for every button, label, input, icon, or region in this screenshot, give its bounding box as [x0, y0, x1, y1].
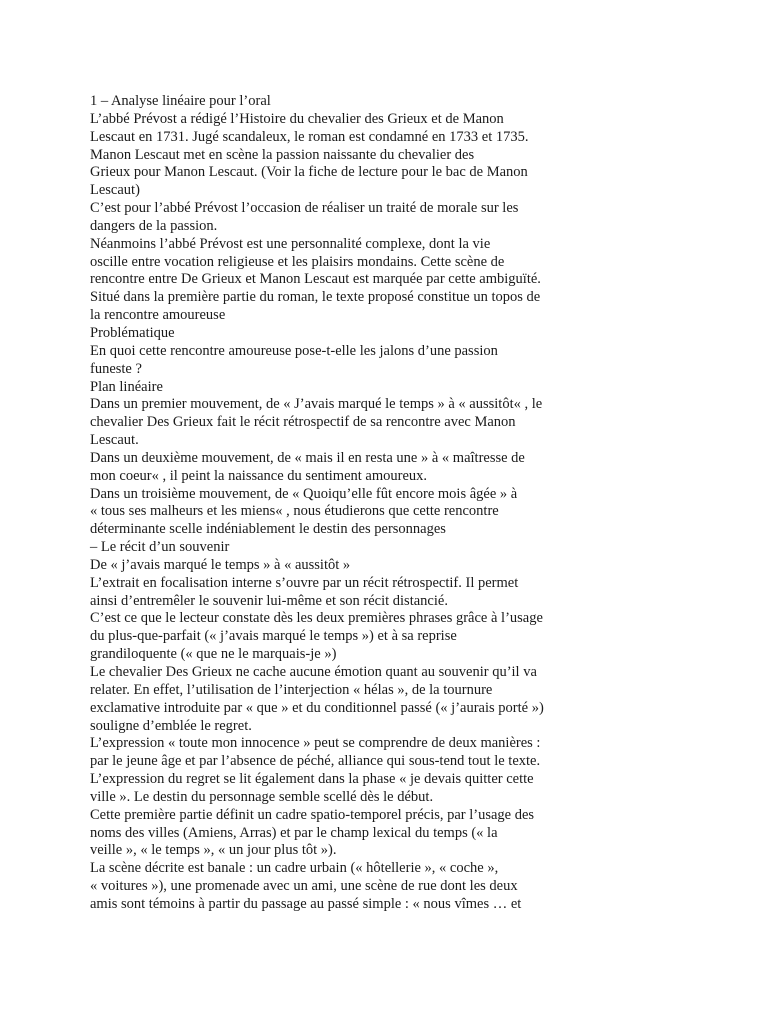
text-line: dangers de la passion.: [90, 217, 218, 234]
text-line: ainsi d’entremêler le souvenir lui-même et son récit distancié.: [90, 592, 448, 609]
document-page: [90, 93, 690, 914]
text-line: L’abbé Prévost a rédigé l’Histoire du chevalier des Grieux et de Manon: [90, 110, 504, 127]
text-line: Situé dans la première partie du roman, le texte proposé constitue un topos de: [90, 289, 541, 306]
text-line: L’expression « toute mon innocence » peut se comprendre de deux manières :: [90, 735, 541, 752]
text-line: amis sont témoins à partir du passage au passé simple : « nous vîmes … et: [90, 895, 522, 912]
text-line: grandiloquente (« que ne le marquais-je »): [90, 646, 337, 663]
text-line: De « j’avais marqué le temps » à « aussitôt »: [90, 556, 351, 573]
text-line: « voitures »), une promenade avec un ami, une scène de rue dont les deux: [90, 878, 518, 895]
text-line: ville ». Le destin du personnage semble scellé dès le début.: [90, 788, 434, 805]
text-line: chevalier Des Grieux fait le récit rétrospectif de sa rencontre avec Manon: [90, 414, 516, 431]
text-line: relater. En effet, l’utilisation de l’interjection « hélas », de la tournure: [90, 681, 493, 698]
section-heading: 1 – Analyse linéaire pour l’oral: [90, 93, 271, 109]
text-line: déterminante scelle indéniablement le destin des personnages: [90, 521, 446, 538]
text-line: C’est ce que le lecteur constate dès les deux premières phrases grâce à l’usage: [90, 610, 543, 627]
text-line: L’extrait en focalisation interne s’ouvre par un récit rétrospectif. Il permet: [90, 574, 519, 591]
text-line: Le chevalier Des Grieux ne cache aucune émotion quant au souvenir qu’il va: [90, 664, 537, 680]
text-line: Dans un deuxième mouvement, de « mais il en resta une » à « maîtresse de: [90, 449, 525, 466]
text-line: Lescaut.: [90, 432, 139, 449]
text-line: exclamative introduite par « que » et du conditionnel passé (« j’aurais porté »): [90, 699, 544, 716]
text-line: Dans un premier mouvement, de « J’avais marqué le temps » à « aussitôt« , le: [90, 396, 543, 413]
text-line: noms des villes (Amiens, Arras) et par le champ lexical du temps (« la: [90, 824, 498, 841]
text-line: La scène décrite est banale : un cadre urbain (« hôtellerie », « coche »,: [90, 860, 499, 877]
text-line: Néanmoins l’abbé Prévost est une personnalité complexe, dont la vie: [90, 235, 491, 252]
text-line: par le jeune âge et par l’absence de péché, alliance qui sous-tend tout le texte.: [90, 753, 541, 770]
text-line: Cette première partie définit un cadre spatio-temporel précis, par l’usage des: [90, 806, 535, 823]
text-line: Dans un troisième mouvement, de « Quoiqu’elle fût encore mois âgée » à: [90, 485, 518, 502]
text-line: C’est pour l’abbé Prévost l’occasion de réaliser un traité de morale sur les: [90, 200, 519, 217]
text-line: Manon Lescaut met en scène la passion naissante du chevalier des: [90, 146, 475, 163]
text-line: la rencontre amoureuse: [90, 307, 226, 324]
text-line: rencontre entre De Grieux et Manon Lescaut est marquée par cette ambiguïté.: [90, 271, 541, 288]
subheading-plan-lineaire: Plan linéaire: [90, 378, 163, 395]
text-line: En quoi cette rencontre amoureuse pose-t-elle les jalons d’une passion: [90, 342, 498, 359]
subheading-recit-souvenir: – Le récit d’un souvenir: [90, 539, 230, 556]
text-line: funeste ?: [90, 360, 142, 377]
text-line: Lescaut): [90, 182, 140, 199]
text-line: « tous ses malheurs et les miens« , nous étudierons que cette rencontre: [90, 503, 499, 520]
text-line: veille », « le temps », « un jour plus tôt »).: [90, 842, 337, 859]
text-line: Lescaut en 1731. Jugé scandaleux, le roman est condamné en 1733 et 1735.: [90, 128, 529, 145]
text-line: L’expression du regret se lit également dans la phase « je devais quitter cette: [90, 771, 534, 788]
text-line: oscille entre vocation religieuse et les plaisirs mondains. Cette scène de: [90, 253, 505, 270]
subheading-problematique: Problématique: [90, 324, 175, 341]
text-line: souligne d’emblée le regret.: [90, 717, 252, 734]
text-line: mon coeur« , il peint la naissance du sentiment amoureux.: [90, 467, 428, 484]
text-line: du plus-que-parfait (« j’avais marqué le temps ») et à sa reprise: [90, 628, 457, 645]
text-line: Grieux pour Manon Lescaut. (Voir la fiche de lecture pour le bac de Manon: [90, 164, 528, 181]
